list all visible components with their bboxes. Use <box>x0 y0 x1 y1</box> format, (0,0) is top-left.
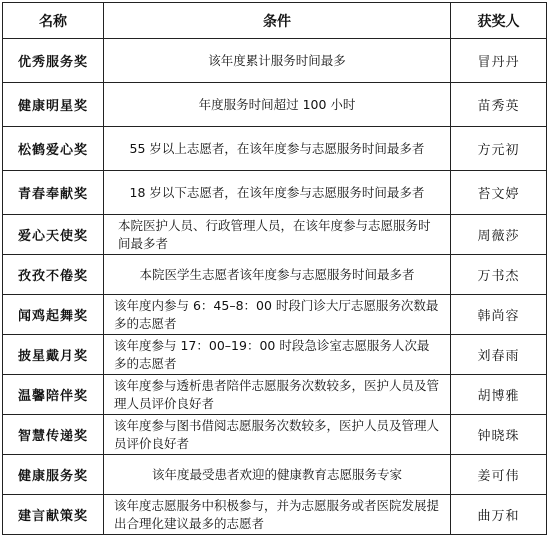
award-winner: 胡博雅 <box>451 375 547 415</box>
award-condition: 55 岁以上志愿者，在该年度参与志愿服务时间最多者 <box>104 127 451 171</box>
award-winner: 韩尚容 <box>451 295 547 335</box>
table-row <box>3 83 547 127</box>
table-header-row <box>3 3 547 39</box>
awards-table <box>2 2 547 535</box>
award-name: 建言献策奖 <box>3 495 104 535</box>
award-condition: 该年度内参与 6：45–8：00 时段门诊大厅志愿服务次数最多的志愿者 <box>104 295 451 335</box>
award-name: 爱心天使奖 <box>3 215 104 255</box>
award-condition: 该年度参与图书借阅志愿服务次数较多，医护人员及管理人员评价良好者 <box>104 415 451 455</box>
award-name: 孜孜不倦奖 <box>3 255 104 295</box>
awards-table-container <box>2 2 547 535</box>
table-row <box>3 295 547 335</box>
award-winner: 姜可伟 <box>451 455 547 495</box>
award-condition: 本院医护人员、行政管理人员，在该年度参与志愿服务时间最多者 <box>104 215 451 255</box>
table-row <box>3 415 547 455</box>
header-winner: 获奖人 <box>451 3 547 39</box>
award-name: 披星戴月奖 <box>3 335 104 375</box>
award-winner: 方元初 <box>451 127 547 171</box>
table-row <box>3 215 547 255</box>
table-row <box>3 255 547 295</box>
award-winner: 苔文婷 <box>451 171 547 215</box>
award-name: 闻鸡起舞奖 <box>3 295 104 335</box>
award-name: 智慧传递奖 <box>3 415 104 455</box>
table-row <box>3 495 547 535</box>
table-row <box>3 335 547 375</box>
table-row <box>3 127 547 171</box>
award-winner: 万书杰 <box>451 255 547 295</box>
award-name: 健康服务奖 <box>3 455 104 495</box>
table-row <box>3 171 547 215</box>
table-row <box>3 455 547 495</box>
award-winner: 苗秀英 <box>451 83 547 127</box>
award-winner: 钟晓珠 <box>451 415 547 455</box>
award-condition: 年度服务时间超过 100 小时 <box>104 83 451 127</box>
award-name: 松鹤爱心奖 <box>3 127 104 171</box>
award-condition: 该年度累计服务时间最多 <box>104 39 451 83</box>
award-condition: 该年度参与 17：00–19：00 时段急诊室志愿服务人次最多的志愿者 <box>104 335 451 375</box>
award-winner: 周薇莎 <box>451 215 547 255</box>
table-row <box>3 375 547 415</box>
header-name: 名称 <box>3 3 104 39</box>
award-winner: 刘春雨 <box>451 335 547 375</box>
award-name: 优秀服务奖 <box>3 39 104 83</box>
award-winner: 曲万和 <box>451 495 547 535</box>
table-row <box>3 39 547 83</box>
award-condition: 18 岁以下志愿者，在该年度参与志愿服务时间最多者 <box>104 171 451 215</box>
award-winner: 冒丹丹 <box>451 39 547 83</box>
award-condition: 该年度志愿服务中积极参与，并为志愿服务或者医院发展提出合理化建议最多的志愿者 <box>104 495 451 535</box>
award-name: 温馨陪伴奖 <box>3 375 104 415</box>
award-name: 健康明星奖 <box>3 83 104 127</box>
award-name: 青春奉献奖 <box>3 171 104 215</box>
award-condition: 该年度最受患者欢迎的健康教育志愿服务专家 <box>104 455 451 495</box>
award-condition: 本院医学生志愿者该年度参与志愿服务时间最多者 <box>104 255 451 295</box>
award-condition: 该年度参与透析患者陪伴志愿服务次数较多，医护人员及管理人员评价良好者 <box>104 375 451 415</box>
header-condition: 条件 <box>104 3 451 39</box>
